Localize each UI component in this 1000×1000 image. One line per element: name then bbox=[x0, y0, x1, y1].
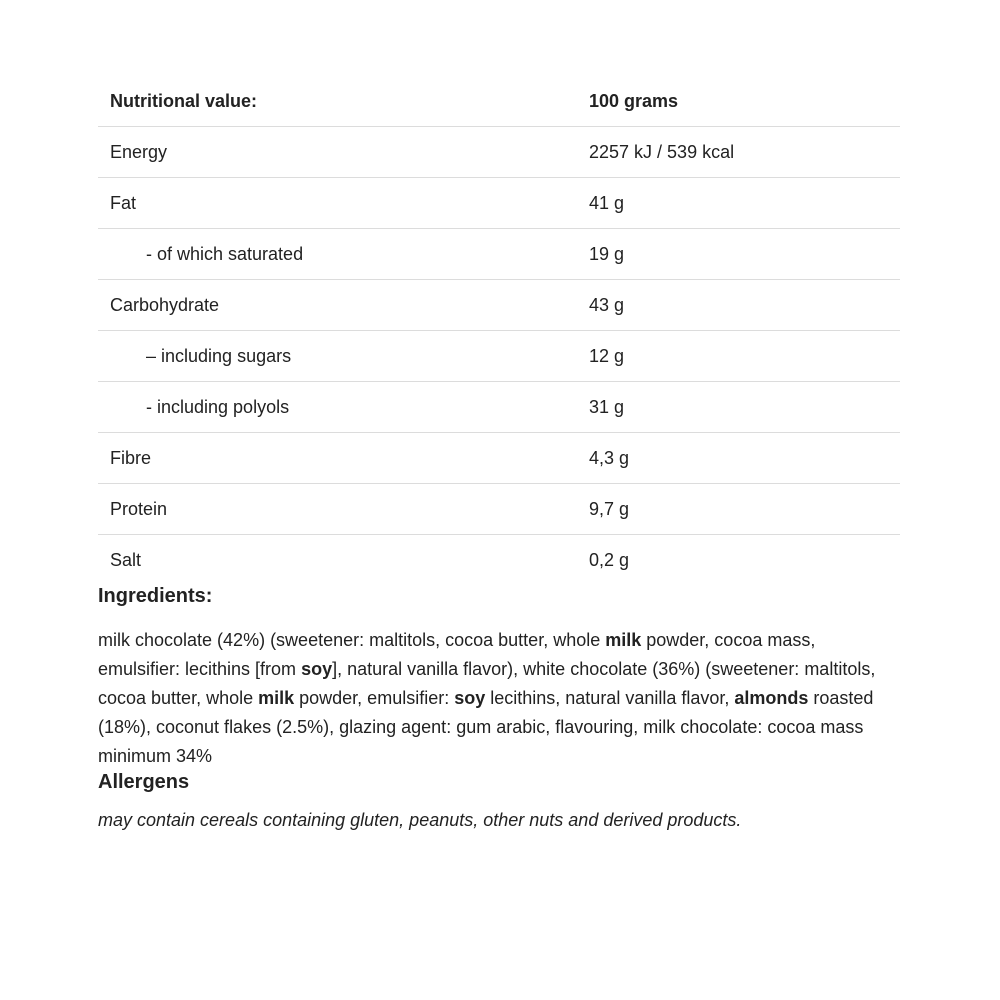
nutrient-value: 4,3 g bbox=[577, 433, 900, 484]
ingredients-text-part: powder, emulsifier: bbox=[294, 688, 455, 708]
allergens-text: may contain cereals containing gluten, peanuts, other nuts and derived products. bbox=[98, 810, 742, 830]
nutrient-name: Carbohydrate bbox=[98, 280, 577, 331]
ingredients-heading: Ingredients: bbox=[98, 585, 213, 607]
ingredients-text bbox=[98, 626, 900, 771]
nutrient-name: Protein bbox=[98, 484, 577, 535]
ingredients-text-part: powder, cocoa mass, emulsifier: lecithins [from bbox=[98, 630, 816, 679]
nutrition-header-value: 100 grams bbox=[577, 76, 900, 127]
nutrient-value: 19 g bbox=[577, 229, 900, 280]
nutrient-name: Fat bbox=[98, 178, 577, 229]
nutrient-name: – including sugars bbox=[98, 331, 577, 382]
nutrition-table bbox=[98, 76, 900, 585]
product-info bbox=[98, 76, 900, 831]
nutrient-value: 9,7 g bbox=[577, 484, 900, 535]
nutrient-value: 41 g bbox=[577, 178, 900, 229]
allergen-highlight: soy bbox=[301, 659, 333, 679]
table-row bbox=[98, 331, 900, 382]
table-row bbox=[98, 382, 900, 433]
nutrient-name: - of which saturated bbox=[98, 229, 577, 280]
nutrient-value: 0,2 g bbox=[589, 549, 630, 570]
ingredients-text-part: milk chocolate (42%) (sweetener: maltitols, cocoa butter, whole bbox=[98, 630, 606, 650]
allergen-highlight: milk bbox=[258, 688, 295, 708]
ingredients-text-part: lecithins, natural vanilla flavor, bbox=[485, 688, 735, 708]
ingredients-text-part: roasted (18%), coconut flakes (2.5%), glazing agent: gum arabic, flavouring, milk chocolate: cocoa mass minimum 34% bbox=[98, 688, 874, 766]
table-row bbox=[98, 280, 900, 331]
table-row bbox=[98, 535, 900, 586]
table-row bbox=[98, 229, 900, 280]
nutrient-name: Energy bbox=[98, 127, 577, 178]
table-row bbox=[98, 433, 900, 484]
nutrition-header-name: Nutritional value: bbox=[98, 76, 577, 127]
table-row bbox=[98, 127, 900, 178]
nutrition-header-row bbox=[98, 76, 900, 127]
nutrient-value: 2257 kJ / 539 kcal bbox=[577, 127, 900, 178]
nutrient-name: Fibre bbox=[98, 433, 577, 484]
nutrient-value: 31 g bbox=[577, 382, 900, 433]
allergen-highlight: milk bbox=[605, 630, 642, 650]
allergen-highlight: soy bbox=[454, 688, 486, 708]
nutrient-name: Salt bbox=[110, 549, 142, 570]
nutrient-value: 12 g bbox=[577, 331, 900, 382]
table-row bbox=[98, 484, 900, 535]
allergens-heading: Allergens bbox=[98, 771, 190, 793]
nutrient-value: 43 g bbox=[577, 280, 900, 331]
nutrient-name: - including polyols bbox=[98, 382, 577, 433]
ingredients-text-part: ], natural vanilla flavor), white chocolate (36%) (sweetener: maltitols, cocoa butter, whole bbox=[98, 659, 876, 708]
table-row bbox=[98, 178, 900, 229]
allergen-highlight: almonds bbox=[734, 688, 809, 708]
